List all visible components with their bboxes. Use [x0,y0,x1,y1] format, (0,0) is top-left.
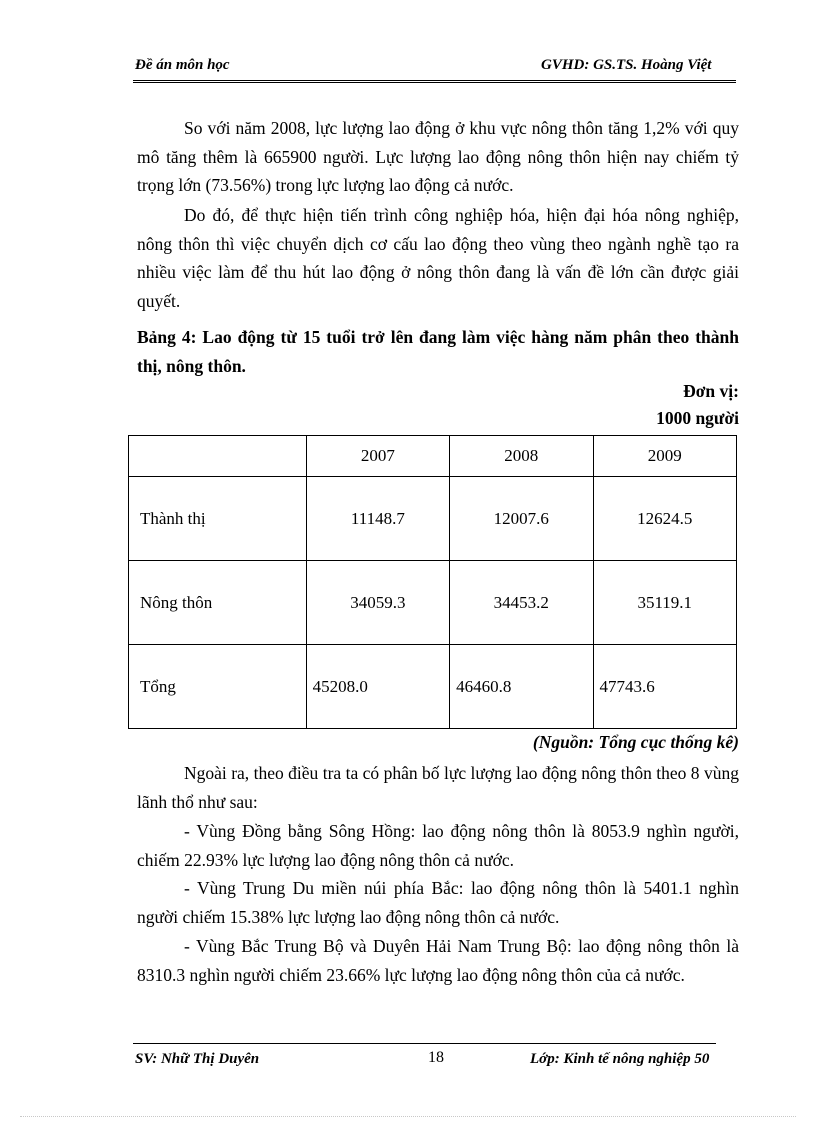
table-cell: 47743.6 [593,645,736,729]
table-unit-label: Đơn vị: [683,381,739,401]
paragraph-2: Do đó, để thực hiện tiến trình công nghiệp hóa, hiện đại hóa nông nghiệp, nông thôn thì việc chuyển dịch cơ cấu lao động theo vùng theo ngành nghề tạo ra nhiều việc làm để thu hút lao động ở nông thôn đang là vấn đề lớn cần được giải quyết. [137,205,739,311]
labor-table [128,435,737,729]
table-header-cell: 2009 [593,436,736,477]
table-cell: 11148.7 [306,477,449,561]
table-header-cell [129,436,307,477]
row-label: Thành thị [129,477,307,561]
paragraph-6: - Vùng Bắc Trung Bộ và Duyên Hải Nam Trung Bộ: lao động nông thôn là 8310.3 nghìn người chiếm 23.66% lực lượng lao động nông thôn của cả nước. [137,936,739,985]
table-unit-value: 1000 người [656,408,739,428]
table-caption: Bảng 4: Lao động từ 15 tuổi trở lên đang làm việc hàng năm phân theo thành thị, nông thôn. [137,327,739,376]
footer-student: SV: Nhữ Thị Duyên [135,1051,260,1067]
row-label: Nông thôn [129,561,307,645]
table-row [129,477,737,561]
table-cell: 35119.1 [593,561,736,645]
table-cell: 12007.6 [450,477,593,561]
paragraph-5: - Vùng Trung Du miền núi phía Bắc: lao động nông thôn là 5401.1 nghìn người chiếm 15.38% lực lượng lao động nông thôn cả nước. [137,878,739,927]
table-cell: 34059.3 [306,561,449,645]
table-source: (Nguồn: Tổng cục thống kê) [532,732,739,752]
header-rule [133,80,736,83]
table-header-cell: 2007 [306,436,449,477]
table-cell: 34453.2 [450,561,593,645]
table-cell: 46460.8 [450,645,593,729]
header-advisor: GVHD: GS.TS. Hoàng Việt [541,57,712,73]
table-row [129,561,737,645]
table-cell: 12624.5 [593,477,736,561]
table-row [129,645,737,729]
table-header-row [129,436,737,477]
row-label: Tổng [129,645,307,729]
paragraph-4: - Vùng Đồng bằng Sông Hồng: lao động nông thôn là 8053.9 nghìn người, chiếm 22.93% lực lượng lao động nông thôn cả nước. [137,821,739,870]
paragraph-3: Ngoài ra, theo điều tra ta có phân bố lực lượng lao động nông thôn theo 8 vùng lãnh thổ như sau: [137,763,739,812]
table-header-cell: 2008 [450,436,593,477]
page-number: 18 [428,1049,444,1066]
paragraph-1: So với năm 2008, lực lượng lao động ở khu vực nông thôn tăng 1,2% với quy mô tăng thêm là 665900 người. Lực lượng lao động nông thôn hiện nay chiếm tỷ trọng lớn (73.56%) trong lực lượng lao động cả nước. [137,118,739,195]
page-edge-divider [20,1116,796,1117]
footer-rule [133,1043,716,1044]
header-course-title: Đề án môn học [135,57,230,73]
table-cell: 45208.0 [306,645,449,729]
footer-class: Lớp: Kinh tế nông nghiệp 50 [530,1051,710,1067]
